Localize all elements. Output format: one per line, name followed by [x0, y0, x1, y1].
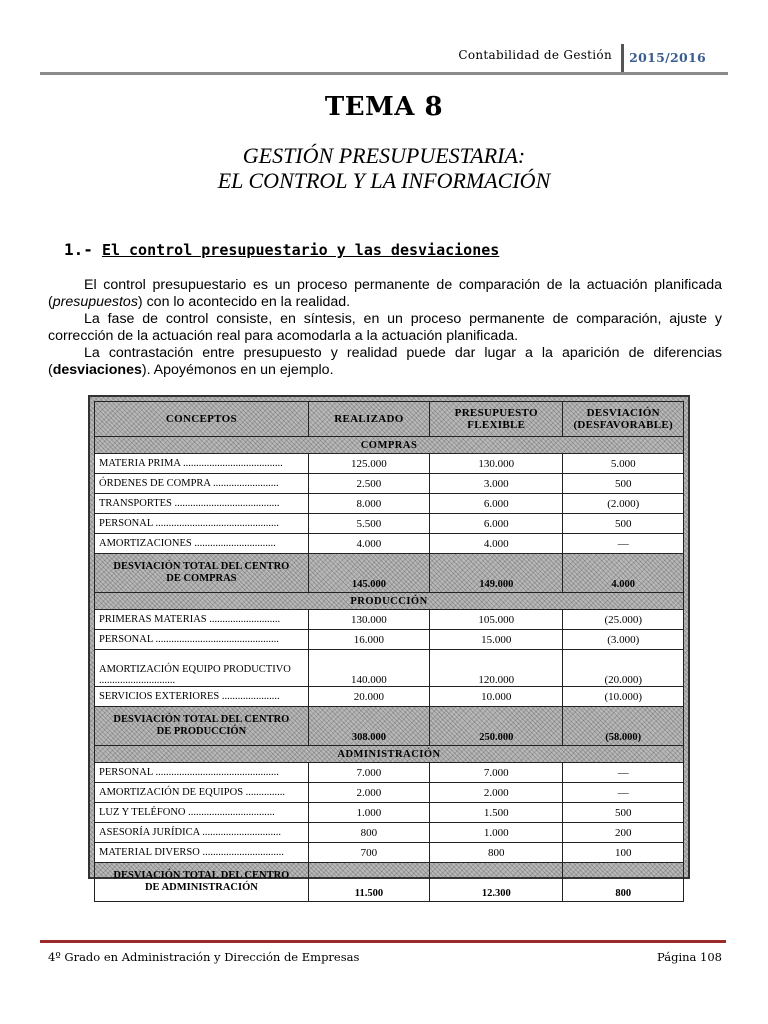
section-row: [95, 746, 684, 763]
cell-concept: ASESORÍA JURÍDICA ..............................: [95, 823, 309, 843]
total-label: [95, 554, 309, 593]
total-realizado: 145.000: [308, 554, 429, 593]
total-label-line2: DE COMPRAS: [166, 573, 237, 584]
cell-realizado: 7.000: [308, 763, 429, 783]
table-row: [95, 534, 684, 554]
section-title-cell: PRODUCCIÓN: [95, 593, 684, 610]
cell-presupuesto: 15.000: [430, 630, 563, 650]
table-row: [95, 783, 684, 803]
total-label-line1: DESVIACIÓN TOTAL DEL CENTRO: [113, 714, 290, 725]
cell-realizado: 4.000: [308, 534, 429, 554]
cell-realizado: 1.000: [308, 803, 429, 823]
cell-concept: MATERIA PRIMA ......................................: [95, 454, 309, 474]
cell-desviacion: 200: [563, 823, 684, 843]
cell-presupuesto: 4.000: [430, 534, 563, 554]
table-header-row: [95, 402, 684, 437]
cell-presupuesto: 2.000: [430, 783, 563, 803]
cell-presupuesto: 10.000: [430, 687, 563, 707]
header-presupuesto: PRESUPUESTO FLEXIBLE: [430, 402, 563, 437]
page-number: Página 108: [657, 950, 722, 964]
page-header: [40, 44, 728, 74]
header-year: 2015/2016: [629, 50, 706, 65]
cell-realizado: 5.500: [308, 514, 429, 534]
total-label: [95, 707, 309, 746]
cell-desviacion: 500: [563, 514, 684, 534]
total-presupuesto: 250.000: [430, 707, 563, 746]
total-desviacion: 4.000: [563, 554, 684, 593]
cell-presupuesto: 6.000: [430, 494, 563, 514]
cell-realizado: 130.000: [308, 610, 429, 630]
table-row: [95, 687, 684, 707]
footer-degree: 4º Grado en Administración y Dirección de Empresas: [48, 950, 360, 964]
paragraph-2: La fase de control consiste, en síntesis, en un proceso permanente de comparación, ajuste y corrección de la actuación real para acomodarla a la actuación planificada.: [48, 311, 722, 344]
cell-presupuesto: 6.000: [430, 514, 563, 534]
cell-presupuesto: 130.000: [430, 454, 563, 474]
header-separator: [621, 44, 624, 74]
footer-rule: [40, 940, 726, 943]
budget-table: [94, 401, 684, 902]
cell-concept: TRANSPORTES ........................................: [95, 494, 309, 514]
table-row: [95, 474, 684, 494]
cell-concept: PRIMERAS MATERIAS ...........................: [95, 610, 309, 630]
cell-presupuesto: 7.000: [430, 763, 563, 783]
section-title-cell: ADMINISTRACIÓN: [95, 746, 684, 763]
total-label: [95, 863, 309, 902]
total-label-line1: DESVIACIÓN TOTAL DEL CENTRO: [113, 870, 290, 881]
paragraph-3: La contrastación entre presupuesto y realidad puede dar lugar a la aparición de diferencias (desviaciones). Apoyémonos en un ejemplo.: [48, 345, 722, 378]
chapter-subtitle-line1: GESTIÓN PRESUPUESTARIA:: [242, 143, 526, 168]
total-row: [95, 707, 684, 746]
cell-desviacion: (20.000): [563, 650, 684, 687]
total-desviacion: (58.000): [563, 707, 684, 746]
chapter-title: TEMA 8: [324, 92, 444, 122]
cell-realizado: 20.000: [308, 687, 429, 707]
total-realizado: 308.000: [308, 707, 429, 746]
cell-desviacion: 500: [563, 803, 684, 823]
cell-concept: MATERIAL DIVERSO ...............................: [95, 843, 309, 863]
table-row: [95, 650, 684, 687]
table-row: [95, 494, 684, 514]
header-realizado: REALIZADO: [308, 402, 429, 437]
cell-concept: LUZ Y TELÉFONO .................................: [95, 803, 309, 823]
section-row: [95, 593, 684, 610]
section-title: El control presupuestario y las desviaciones: [101, 241, 500, 259]
cell-desviacion: —: [563, 763, 684, 783]
table-row: [95, 630, 684, 650]
cell-concept: AMORTIZACIÓN DE EQUIPOS ...............: [95, 783, 309, 803]
total-desviacion: 800: [563, 863, 684, 902]
cell-concept: SERVICIOS EXTERIORES ......................: [95, 687, 309, 707]
header-rule: [40, 72, 728, 75]
paragraph-1: El control presupuestario es un proceso permanente de comparación de la actuación planificada (presupuestos) con lo acontecido en la realidad.: [48, 277, 722, 310]
cell-concept: AMORTIZACIÓN EQUIPO PRODUCTIVO .............................: [95, 650, 309, 687]
cell-concept: ÓRDENES DE COMPRA .........................: [95, 474, 309, 494]
cell-presupuesto: 800: [430, 843, 563, 863]
cell-realizado: 16.000: [308, 630, 429, 650]
section-number: 1.-: [64, 240, 93, 259]
table-row: [95, 514, 684, 534]
cell-desviacion: (2.000): [563, 494, 684, 514]
total-label-line1: DESVIACIÓN TOTAL DEL CENTRO: [113, 561, 290, 572]
cell-realizado: 2.000: [308, 783, 429, 803]
header-course: Contabilidad de Gestión: [458, 48, 612, 62]
table-row: [95, 454, 684, 474]
total-presupuesto: 149.000: [430, 554, 563, 593]
cell-realizado: 8.000: [308, 494, 429, 514]
header-conceptos: CONCEPTOS: [95, 402, 309, 437]
cell-desviacion: 5.000: [563, 454, 684, 474]
cell-desviacion: (25.000): [563, 610, 684, 630]
cell-desviacion: 500: [563, 474, 684, 494]
chapter-subtitle-line2: EL CONTROL Y LA INFORMACIÓN: [217, 168, 551, 193]
cell-presupuesto: 1.500: [430, 803, 563, 823]
total-realizado: 11.500: [308, 863, 429, 902]
header-desviacion: DESVIACIÓN (DESFAVORABLE): [563, 402, 684, 437]
cell-presupuesto: 3.000: [430, 474, 563, 494]
cell-realizado: 800: [308, 823, 429, 843]
cell-presupuesto: 105.000: [430, 610, 563, 630]
table-row: [95, 803, 684, 823]
cell-concept: PERSONAL ...............................................: [95, 514, 309, 534]
cell-desviacion: —: [563, 534, 684, 554]
table-row: [95, 763, 684, 783]
total-label-line2: DE PRODUCCIÓN: [156, 726, 247, 737]
cell-realizado: 2.500: [308, 474, 429, 494]
cell-presupuesto: 1.000: [430, 823, 563, 843]
cell-presupuesto: 120.000: [430, 650, 563, 687]
cell-concept: AMORTIZACIONES ...............................: [95, 534, 309, 554]
cell-realizado: 140.000: [308, 650, 429, 687]
cell-desviacion: —: [563, 783, 684, 803]
budget-table-figure: [88, 395, 690, 899]
cell-realizado: 700: [308, 843, 429, 863]
section-row: [95, 437, 684, 454]
section-heading: [64, 240, 499, 259]
total-row: [95, 863, 684, 902]
cell-realizado: 125.000: [308, 454, 429, 474]
cell-desviacion: 100: [563, 843, 684, 863]
total-row: [95, 554, 684, 593]
cell-desviacion: (10.000): [563, 687, 684, 707]
table-row: [95, 823, 684, 843]
cell-concept: PERSONAL ...............................................: [95, 763, 309, 783]
total-label-line2: DE ADMINISTRACIÓN: [144, 882, 258, 893]
table-row: [95, 843, 684, 863]
cell-concept: PERSONAL ...............................................: [95, 630, 309, 650]
cell-desviacion: (3.000): [563, 630, 684, 650]
table-row: [95, 610, 684, 630]
section-title-cell: COMPRAS: [95, 437, 684, 454]
total-presupuesto: 12.300: [430, 863, 563, 902]
